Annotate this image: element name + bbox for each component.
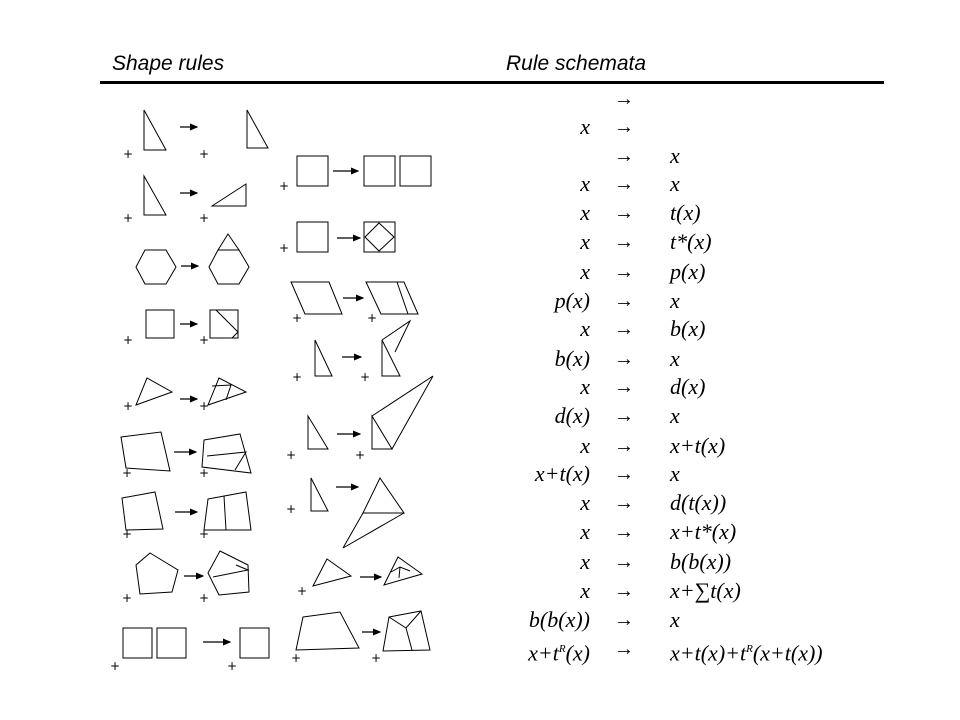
- plus-marker: +: [199, 333, 210, 347]
- arrow-icon: →: [614, 492, 634, 514]
- schema-lhs: d(x): [554, 403, 590, 428]
- plus-marker: +: [199, 211, 210, 225]
- arrow-icon: →: [614, 290, 634, 312]
- schema-lhs: x: [580, 374, 590, 399]
- schema-row-16: [480, 518, 900, 546]
- schema-row-10: [480, 345, 900, 373]
- schema-rhs: $x+t(x)+t^R(x+t(x))$: [670, 640, 823, 666]
- schema-row-1: [480, 85, 900, 113]
- plus-marker: +: [122, 591, 133, 605]
- shape-rule-15: [311, 478, 404, 548]
- schema-rhs: x: [670, 143, 680, 168]
- schema-row-2: [480, 113, 900, 141]
- rule-schemata-heading: Rule schemata: [506, 52, 647, 75]
- schema-rhs: t*(x): [670, 229, 712, 254]
- shape-rule-13: [315, 321, 410, 376]
- arrow-icon: →: [614, 376, 634, 398]
- plus-marker: +: [227, 659, 238, 673]
- arrow-icon: →: [614, 348, 634, 370]
- shape-rule-11: [297, 222, 395, 252]
- shape-rule-3: [136, 234, 249, 284]
- schema-row-18: [480, 577, 900, 605]
- arrow-icon: →: [614, 261, 634, 283]
- plus-marker: +: [199, 466, 210, 480]
- schema-row-5: [480, 199, 900, 227]
- schema-lhs: b(x): [554, 346, 590, 371]
- arrow-icon: →: [614, 521, 634, 543]
- shape-rule-5: [136, 378, 246, 405]
- shape-rule-17: [296, 611, 430, 651]
- plus-marker: +: [122, 466, 133, 480]
- schema-lhs: x: [580, 490, 590, 515]
- schema-lhs: x: [580, 229, 590, 254]
- schema-rhs: x: [670, 607, 680, 632]
- schema-rhs: b(b(x)): [670, 549, 732, 574]
- superscript-r: R: [558, 643, 566, 655]
- schema-lhs: x: [580, 578, 590, 603]
- schema-rhs: x+t*(x): [670, 519, 737, 544]
- arrow-icon: →: [614, 405, 634, 427]
- schema-lhs: x: [580, 171, 590, 196]
- schema-row-20: [480, 635, 900, 666]
- plus-marker: +: [367, 311, 378, 325]
- plus-markers: [110, 147, 381, 673]
- schema-row-11: [480, 373, 900, 401]
- arrow-icon: →: [614, 609, 634, 631]
- plus-marker: +: [297, 584, 308, 598]
- shape-rule-7: [122, 492, 251, 530]
- shape-rule-16: [313, 557, 422, 586]
- plus-marker: +: [371, 651, 382, 665]
- schema-rhs: x: [670, 288, 680, 313]
- plus-marker: +: [360, 370, 371, 384]
- arrow-icon: →: [614, 435, 634, 457]
- plus-marker: +: [199, 399, 210, 413]
- schema-row-19: [480, 606, 900, 634]
- schema-rhs: x: [670, 346, 680, 371]
- arrow-icon: →: [614, 173, 634, 195]
- schema-rhs: x+t(x): [670, 433, 726, 458]
- plus-marker: +: [123, 333, 134, 347]
- plus-marker: +: [286, 502, 297, 516]
- schema-rhs: x+∑t(x): [670, 578, 741, 603]
- schema-rhs: d(t(x)): [670, 490, 727, 515]
- shape-rule-9: [123, 628, 269, 658]
- schema-row-17: [480, 548, 900, 576]
- schema-row-6: [480, 228, 900, 256]
- shape-rule-12: [291, 282, 418, 314]
- arrow-icon: →: [614, 145, 634, 167]
- arrow-icon: →: [614, 202, 634, 224]
- schema-row-15: [480, 489, 900, 517]
- schema-row-13: [480, 432, 900, 460]
- arrow-icon: →: [614, 88, 634, 110]
- plus-marker: +: [123, 147, 134, 161]
- schema-row-3: [480, 142, 900, 170]
- superscript-r: R: [746, 643, 753, 655]
- shape-rule-8: [136, 551, 249, 595]
- schema-lhs: x: [580, 259, 590, 284]
- schema-rhs: x: [670, 403, 680, 428]
- plus-marker: +: [199, 147, 210, 161]
- shape-rule-6: [121, 432, 251, 473]
- schema-lhs: x+t(x): [534, 461, 590, 486]
- schema-row-12: [480, 402, 900, 430]
- plus-marker: +: [122, 527, 133, 541]
- plus-marker: +: [110, 659, 121, 673]
- arrow-icon: →: [614, 638, 634, 660]
- shape-rule-4: [146, 310, 238, 338]
- plus-marker: +: [199, 527, 210, 541]
- schema-lhs: p(x): [554, 288, 590, 313]
- plus-marker: +: [292, 311, 303, 325]
- schema-row-8: [480, 287, 900, 315]
- shape-rule-10: [297, 156, 431, 186]
- schema-row-9: [480, 315, 900, 343]
- schema-rhs: d(x): [670, 374, 706, 399]
- schema-lhs: b(b(x)): [528, 607, 590, 632]
- plus-marker: +: [355, 448, 366, 462]
- arrow-icon: →: [614, 116, 634, 138]
- plus-marker: +: [291, 651, 302, 665]
- schema-lhs: x: [580, 114, 590, 139]
- shape-rule-2: [144, 176, 246, 215]
- arrow-icon: →: [614, 551, 634, 573]
- schema-lhs: x: [580, 549, 590, 574]
- plus-marker: +: [279, 241, 290, 255]
- plus-marker: +: [123, 211, 134, 225]
- schema-row-4: [480, 170, 900, 198]
- arrow-icon: →: [614, 463, 634, 485]
- schema-row-14: [480, 460, 900, 488]
- schema-rhs: t(x): [670, 200, 701, 225]
- schema-rhs: x: [670, 461, 680, 486]
- plus-marker: +: [292, 370, 303, 384]
- shape-rule-1: [144, 110, 268, 150]
- schema-lhs: x: [580, 316, 590, 341]
- arrow-icon: →: [614, 318, 634, 340]
- schema-rhs: x: [670, 171, 680, 196]
- schema-lhs: x: [580, 200, 590, 225]
- arrow-icon: →: [614, 580, 634, 602]
- schema-lhs: x: [580, 519, 590, 544]
- schema-row-7: [480, 258, 900, 286]
- plus-marker: +: [123, 399, 134, 413]
- schema-lhs: x: [580, 433, 590, 458]
- plus-marker: +: [286, 448, 297, 462]
- plus-marker: +: [199, 591, 210, 605]
- shape-rule-14: [308, 376, 433, 449]
- arrow-icon: →: [614, 231, 634, 253]
- shape-rules-heading: Shape rules: [112, 52, 225, 75]
- schema-lhs: $x+t^R(x)$: [528, 640, 590, 666]
- plus-marker: +: [279, 179, 290, 193]
- schema-rhs: p(x): [670, 259, 706, 284]
- schema-rhs: b(x): [670, 316, 706, 341]
